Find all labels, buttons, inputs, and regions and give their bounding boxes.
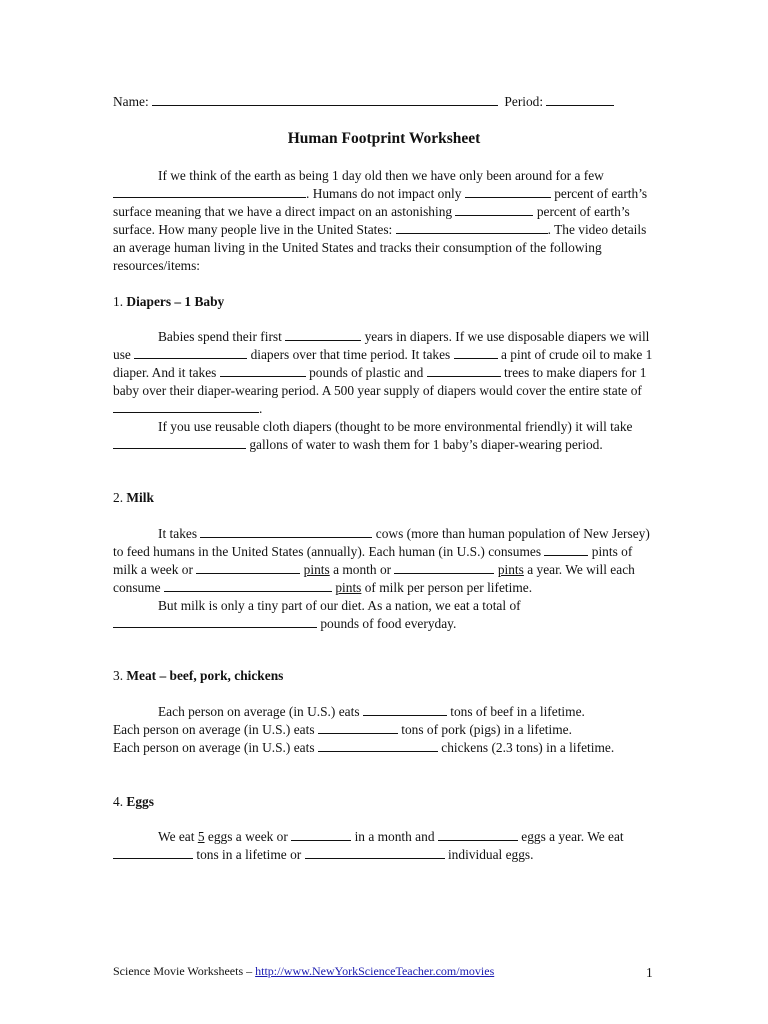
section-diapers	[113, 293, 655, 311]
intro-blank-3[interactable]	[455, 203, 533, 216]
eggs-blank-4[interactable]	[305, 846, 445, 859]
milk-blank-4[interactable]	[394, 561, 494, 574]
diapers-blank-3[interactable]	[454, 346, 498, 359]
section-heading-meat: 3. Meat – beef, pork, chickens	[113, 668, 284, 683]
section-heading-diapers: 1. Diapers – 1 Baby	[113, 294, 225, 309]
section-milk	[113, 489, 655, 507]
eggs-blank-1[interactable]	[291, 828, 351, 841]
footer	[113, 962, 494, 980]
intro-paragraph	[113, 167, 655, 275]
diapers-blank-5[interactable]	[427, 364, 501, 377]
intro-text-1: If we think of the earth as being 1 day old then we have only been around for a few	[158, 168, 604, 183]
milk-blank-6[interactable]	[113, 615, 317, 628]
meat-blank-3[interactable]	[318, 739, 438, 752]
name-blank[interactable]	[152, 93, 498, 106]
diapers-blank-6[interactable]	[113, 400, 259, 413]
section-heading-milk: 2. Milk	[113, 490, 154, 505]
name-period-line	[113, 93, 653, 111]
diapers-blank-4[interactable]	[220, 364, 306, 377]
page-title: Human Footprint Worksheet	[287, 130, 481, 147]
name-label: Name:	[113, 94, 149, 109]
intro-blank-1[interactable]	[113, 185, 306, 198]
milk-paragraph: It takes cows (more than human population of New Jersey) to feed humans in the United States (annually). Each human (in U.S.) consumes pints of milk a week or pints a month or pints a year. We will each consume pints of milk per person per lifetime. But milk is only a tiny part of our diet. As a nation, we eat a total of pounds of food everyday.	[113, 526, 650, 631]
intro-text-3: percent of earth’s surface meaning that we have a direct impact on an astonishing	[113, 186, 648, 219]
eggs-paragraph: We eat 5 eggs a week or in a month and eggs a year. We eat tons in a lifetime or individual eggs.	[113, 828, 655, 864]
milk-blank-5[interactable]	[164, 579, 332, 592]
diapers-blank-7[interactable]	[113, 436, 246, 449]
section-meat	[113, 667, 655, 685]
footer-text: Science Movie Worksheets –	[113, 964, 253, 978]
diapers-blank-2[interactable]	[134, 346, 247, 359]
milk-blank-1[interactable]	[200, 525, 372, 538]
page-number: 1	[646, 965, 653, 980]
meat-blank-2[interactable]	[318, 721, 398, 734]
diapers-paragraph: Babies spend their first years in diapers. If we use disposable diapers we will use diapers over that time period. It takes a pint of crude oil to make 1 diaper. And it takes pounds of plastic and trees to make diapers for 1 baby over their diaper-wearing period. A 500 year supply of diapers would cover the entire state of . If you use reusable cloth diapers (thought to be more environmental friendly) it will take gallons of water to wash them for 1 baby’s diaper-wearing period.	[113, 329, 653, 452]
meat-blank-1[interactable]	[363, 703, 447, 716]
meat-paragraph: Each person on average (in U.S.) eats tons of beef in a lifetime. Each person on average (in U.S.) eats tons of pork (pigs) in a lifetime. Each person on average (in U.S.) eats chickens (2.3 tons) in a lifetime.	[113, 704, 615, 755]
intro-text-5: . The video details an average human living in the United States and tracks their consumption of the following resources/items:	[113, 222, 647, 273]
eggs-blank-2[interactable]	[438, 828, 518, 841]
intro-text-2: . Humans do not impact only	[306, 186, 462, 201]
milk-blank-3[interactable]	[196, 561, 300, 574]
footer-link[interactable]: http://www.NewYorkScienceTeacher.com/movies	[255, 964, 495, 978]
eggs-blank-3[interactable]	[113, 846, 193, 859]
period-blank[interactable]	[546, 93, 614, 106]
section-heading-eggs: 4. Eggs	[113, 794, 154, 809]
intro-blank-4[interactable]	[396, 221, 548, 234]
section-eggs	[113, 793, 655, 811]
period-label: Period:	[504, 94, 544, 109]
diapers-blank-1[interactable]	[285, 328, 361, 341]
intro-blank-2[interactable]	[465, 185, 551, 198]
milk-blank-2[interactable]	[544, 543, 588, 556]
intro-text-4: percent of earth’s surface. How many people live in the United States:	[113, 204, 630, 237]
